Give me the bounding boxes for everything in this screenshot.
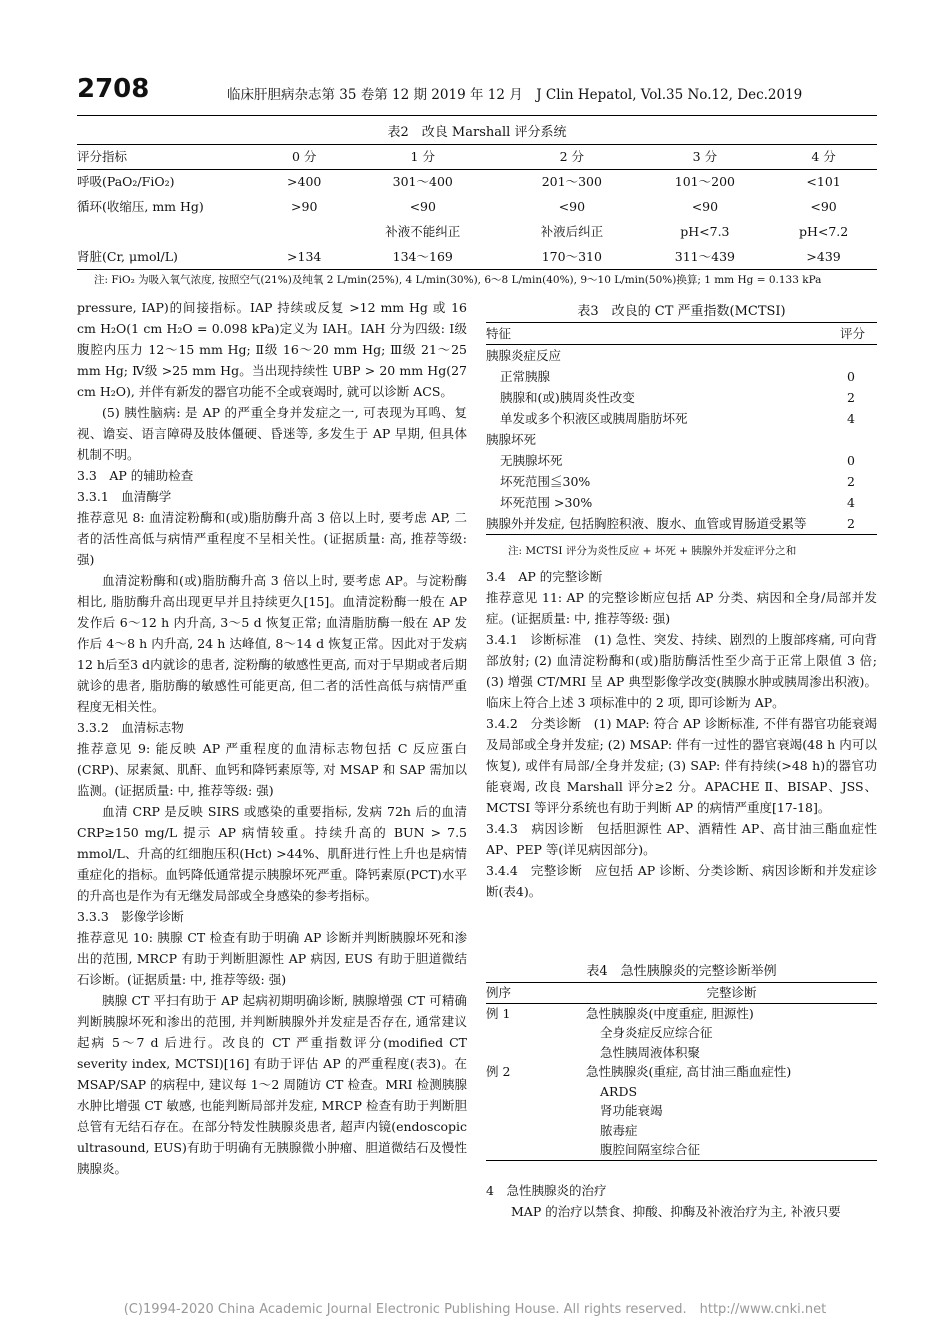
table2-caption: 表2 改良 Marshall 评分系统 xyxy=(387,125,567,140)
paragraph: (5) 胰性脑病: 是 AP 的严重全身并发症之一, 可表现为耳鸣、复视、谵妄、语言障碍及肢体僵硬、昏迷等, 多发生于 AP 早期, 但具体机制不明。 xyxy=(77,405,467,462)
table-cell xyxy=(267,220,341,245)
table-row xyxy=(486,387,877,408)
table-row xyxy=(486,1121,877,1141)
table-cell xyxy=(486,1023,586,1043)
paragraph: pressure, IAP)的间接指标。IAP 持续或反复 >12 mm Hg 或 16 cm H₂O(1 cm H₂O = 0.098 kPa)定义为 IAH。IAH 分为四级: Ⅰ级腹腔内压力 12～15 mm Hg; Ⅱ级 16～20 mm Hg; Ⅲ级 21～25 mm Hg; Ⅳ级 >25 mm Hg。当出现持续性 UBP > 20 mm Hg(27 cm H₂O), 并伴有新发的器官功能不全或衰竭时, 就可以诊断 ACS。 xyxy=(77,300,467,399)
table-cell: 2 xyxy=(847,390,855,405)
table-row xyxy=(77,170,877,195)
table-cell: 胰腺外并发症, 包括胸腔积液、腹水、血管或胃肠道受累等 xyxy=(486,516,807,531)
table-cell: 311～439 xyxy=(674,248,735,264)
table-cell: 坏死范围 >30% xyxy=(500,495,593,510)
paragraph: 3.4.3 病因诊断 包括胆源性 AP、酒精性 AP、高甘油三酯血症性 AP、PEP 等(详见病因部分)。 xyxy=(486,821,877,857)
table-cell xyxy=(486,1140,586,1160)
table-header-cell: 1 分 xyxy=(410,149,435,164)
subsection-heading: 3.3.2 血清标志物 xyxy=(77,720,184,735)
table-cell: 补液后纠正 xyxy=(540,224,604,239)
table-row xyxy=(486,492,877,513)
table-row xyxy=(486,513,877,535)
table-cell: 腹腔间隔室综合征 xyxy=(600,1142,701,1157)
table4-caption: 表4 急性胰腺炎的完整诊断举例 xyxy=(586,964,777,979)
table-cell: 单发或多个积液区或胰周脂肪坏死 xyxy=(500,411,688,426)
table4-diagnosis-examples xyxy=(486,982,877,1161)
table-cell: >134 xyxy=(287,248,322,264)
copyright-footer: (C)1994-2020 China Academic Journal Electronic Publishing House. All rights reserved. http://www.cnki.net xyxy=(123,1302,827,1317)
table-header-cell: 3 分 xyxy=(692,149,718,164)
table-cell: >90 xyxy=(291,199,318,214)
table-cell xyxy=(486,1082,586,1102)
table-cell: 201～300 xyxy=(541,174,602,190)
table-row xyxy=(486,345,877,367)
table-cell xyxy=(817,429,877,450)
table-cell: <90 xyxy=(691,199,719,214)
table-cell: 脓毒症 xyxy=(600,1122,638,1138)
subsection-heading: 3.3.1 血清酶学 xyxy=(77,489,172,504)
table-header-cell: 特征 xyxy=(486,326,512,341)
table2-note: 注: FiO₂ 为吸入氧气浓度, 按照空气(21%)及纯氧 2 L/min(25%), 4 L/min(30%), 6～8 L/min(40%), 9～10 L/min(50%)换算; 1 mm Hg = 0.133 kPa xyxy=(94,274,822,286)
recommendation: 推荐意见 11: AP 的完整诊断应包括 AP 分类、病因和全身/局部并发症。(证据质量: 中, 推荐等级: 强) xyxy=(486,590,877,626)
table-cell: 4 xyxy=(847,411,855,426)
table-cell: 例 2 xyxy=(486,1064,511,1079)
table-cell: <90 xyxy=(409,199,436,214)
table-cell: 肾功能衰竭 xyxy=(600,1103,663,1118)
table-cell: >400 xyxy=(287,174,322,190)
table-cell: 例 1 xyxy=(486,1005,511,1021)
table-cell: 呼吸(PaO₂/FiO₂) xyxy=(77,174,175,190)
table-cell: <90 xyxy=(810,199,837,214)
table-cell: 急性胰腺炎(中度重症, 胆源性) xyxy=(586,1005,754,1021)
table-cell: >439 xyxy=(806,248,841,264)
recommendation: 推荐意见 9: 能反映 AP 严重程度的血清标志物包括 C 反应蛋白(CRP)、尿素氮、肌酐、血钙和降钙素原等, 对 MSAP 和 SAP 需加以监测。(证据质量: 中, 推荐等级: 强) xyxy=(77,741,467,798)
right-column xyxy=(486,566,877,902)
table-cell: ARDS xyxy=(600,1083,638,1099)
table-cell xyxy=(486,1101,586,1121)
table-cell: pH<7.3 xyxy=(680,224,730,239)
section-4 xyxy=(486,1180,877,1222)
table-header-cell: 评分指标 xyxy=(77,149,128,164)
section-heading: 3.4 AP 的完整诊断 xyxy=(486,569,603,584)
table3-mctsi xyxy=(486,322,877,535)
table-cell: 急性胰周液体积聚 xyxy=(600,1044,701,1060)
paragraph: 胰腺 CT 平扫有助于 AP 起病初期明确诊断, 胰腺增强 CT 可精确判断胰腺坏死和渗出的范围, 并判断胰腺外并发症是否存在, 通常建议起病 5～7 d 后进行。改良的 CT 严重指数评分(modified CT severity index, MCTSI)[16] 有助于评估 AP 的严重程度(表3)。在 MSAP/SAP 的病程中, 建议每 1～2 周随访 CT 检查。MRI 检测胰腺水肿比增强 CT 敏感, 也能判断局部并发症, MRCP 检查有助于判断胆总管有无结石存在。在部分特发性胰腺炎患者, 超声内镜(endoscopic ultrasound, EUS)有助于明确有无胰腺微小肿瘤、胆道微结石及慢性胰腺炎。 xyxy=(77,993,467,1176)
paragraph: 3.4.1 诊断标准 (1) 急性、突发、持续、剧烈的上腹部疼痛, 可向背部放射; (2) 血清淀粉酶和(或)脂肪酶活性至少高于正常上限值 3 倍; (3) 增强 CT/MRI 呈 AP 典型影像学改变(胰腺水肿或胰周渗出积液)。临床上符合上述 3 项标准中的 2 项, 即可诊断为 AP。 xyxy=(486,632,877,710)
journal-info: 临床肝胆病杂志第 35 卷第 12 期 2019 年 12 月 J Clin Hepatol, Vol.35 No.12, Dec.2019 xyxy=(227,87,803,103)
table-row xyxy=(77,245,877,270)
table-row xyxy=(486,1140,877,1160)
table-row xyxy=(486,1062,877,1082)
paragraph: 血清 CRP 是反映 SIRS 或感染的重要指标, 发病 72h 后的血清 CRP≥150 mg/L 提示 AP 病情较重。持续升高的 BUN > 7.5 mmol/L、升高的红细胞压积(Hct) >44%、肌酐进行性上升也是病情重症化的指标。血钙降低通常提示胰腺坏死严重。降钙素原(PCT)水平的升高也是作为有无继发局部或全身感染的参考指标。 xyxy=(77,804,467,903)
table-cell: 循环(收缩压, mm Hg) xyxy=(77,199,204,214)
table-header-cell: 4 分 xyxy=(811,149,836,164)
paragraph: 3.4.2 分类诊断 (1) MAP: 符合 AP 诊断标准, 不伴有器官功能衰竭及局部或全身并发症; (2) MSAP: 伴有一过性的器官衰竭(48 h 内可以恢复), 或伴有局部/全身并发症; (3) SAP: 伴有持续(>48 h)的器官功能衰竭, 改良 Marshall 评分≥2 分。APACHE Ⅱ、BISAP、JSS、MCTSI 等评分系统也有助于判断 AP 的病情严重度[17-18]。 xyxy=(486,716,877,815)
table-cell: <90 xyxy=(558,199,586,214)
table-cell: 坏死范围≦30% xyxy=(500,474,591,489)
table-cell xyxy=(486,1121,586,1141)
table2-marshall xyxy=(77,144,877,270)
table-cell: 2 xyxy=(847,516,855,531)
table-header-cell: 例序 xyxy=(486,985,512,1000)
table-row xyxy=(486,366,877,387)
subsection-heading: 3.3.3 影像学诊断 xyxy=(77,909,184,924)
table-header-row xyxy=(486,983,877,1004)
table-header-cell: 2 分 xyxy=(559,149,585,164)
table-row xyxy=(486,1023,877,1043)
table-cell: 0 xyxy=(847,369,855,384)
paragraph: 3.4.4 完整诊断 应包括 AP 诊断、分类诊断、病因诊断和并发症诊断(表4)。 xyxy=(486,863,877,899)
recommendation: 推荐意见 10: 胰腺 CT 检查有助于明确 AP 诊断并判断胰腺坏死和渗出的范围, MRCP 有助于判断胆源性 AP 病因, EUS 有助于胆道微结石诊断。(证据质量: 中, 推荐等级: 强) xyxy=(77,930,467,987)
table-cell: 胰腺炎症反应 xyxy=(486,348,562,363)
recommendation: 推荐意见 8: 血清淀粉酶和(或)脂肪酶升高 3 倍以上时, 要考虑 AP, 二者的活性高低与病情严重程度不呈相关性。(证据质量: 高, 推荐等级: 强) xyxy=(77,510,467,567)
table-row xyxy=(486,429,877,450)
left-column xyxy=(77,297,467,1179)
page-number: 2708 xyxy=(77,74,150,104)
table-row xyxy=(77,195,877,220)
table-header-cell: 完整诊断 xyxy=(706,985,757,1000)
running-header xyxy=(77,74,877,114)
table-row xyxy=(77,220,877,245)
table-row xyxy=(486,1082,877,1102)
table-row xyxy=(486,1101,877,1121)
table-row xyxy=(486,450,877,471)
table3-note: 注: MCTSI 评分为炎性反应 + 坏死 + 胰腺外并发症评分之和 xyxy=(508,545,797,557)
table-row xyxy=(486,1043,877,1063)
header-rule xyxy=(77,115,877,116)
table-cell: 301～400 xyxy=(392,174,453,190)
table-cell xyxy=(486,1043,586,1063)
table-header-cell: 评分 xyxy=(839,326,865,341)
table-cell: 170～310 xyxy=(541,248,602,264)
table-row xyxy=(486,471,877,492)
table-cell: 胰腺和(或)胰周炎性改变 xyxy=(500,390,635,405)
table-header-row xyxy=(486,323,877,345)
section-heading: 3.3 AP 的辅助检查 xyxy=(77,468,194,483)
table-cell: <101 xyxy=(806,174,841,190)
table-cell: 胰腺坏死 xyxy=(486,432,537,447)
table-cell: pH<7.2 xyxy=(798,224,849,239)
table-cell: 0 xyxy=(847,453,855,468)
table-cell: 无胰腺坏死 xyxy=(500,453,563,468)
table-cell xyxy=(817,345,877,367)
table-cell: 正常胰腺 xyxy=(500,369,551,384)
paragraph: 血清淀粉酶和(或)脂肪酶升高 3 倍以上时, 要考虑 AP。与淀粉酶相比, 脂肪酶升高出现更早并且持续更久[15]。血清淀粉酶一般在 AP 发作后 6～12 h 内升高, 3～5 d 恢复正常; 血清脂肪酶一般在 AP 发作后 4～8 h 内升高, 24 h 达峰值, 8～14 d 恢复正常。因此对于发病12 h后至3 d内就诊的患者, 淀粉酶的敏感性更高, 而对于早期或者后期就诊的患者, 脂肪酶的敏感性可能更高, 但二者的活性高低与病情严重程度无相关性。 xyxy=(77,573,467,714)
table3-caption: 表3 改良的 CT 严重指数(MCTSI) xyxy=(577,304,786,319)
table-cell: 急性胰腺炎(重症, 高甘油三酯血症性) xyxy=(586,1064,792,1079)
table-cell: 补液不能纠正 xyxy=(385,224,461,239)
table-cell: 101～200 xyxy=(674,174,735,190)
table-cell: 肾脏(Cr, μmol/L) xyxy=(77,248,178,264)
paragraph: MAP 的治疗以禁食、抑酸、抑酶及补液治疗为主, 补液只要 xyxy=(511,1204,841,1219)
table-header-row xyxy=(77,145,877,170)
table-header-cell: 0 分 xyxy=(292,149,317,164)
table-cell: 全身炎症反应综合征 xyxy=(600,1025,713,1040)
table-cell: 4 xyxy=(847,495,855,510)
section-heading: 4 急性胰腺炎的治疗 xyxy=(486,1183,607,1198)
table-row xyxy=(486,1003,877,1023)
table-cell: 2 xyxy=(847,474,855,489)
table-cell: 134～169 xyxy=(392,248,453,264)
table-cell xyxy=(77,220,267,245)
table-row xyxy=(486,408,877,429)
